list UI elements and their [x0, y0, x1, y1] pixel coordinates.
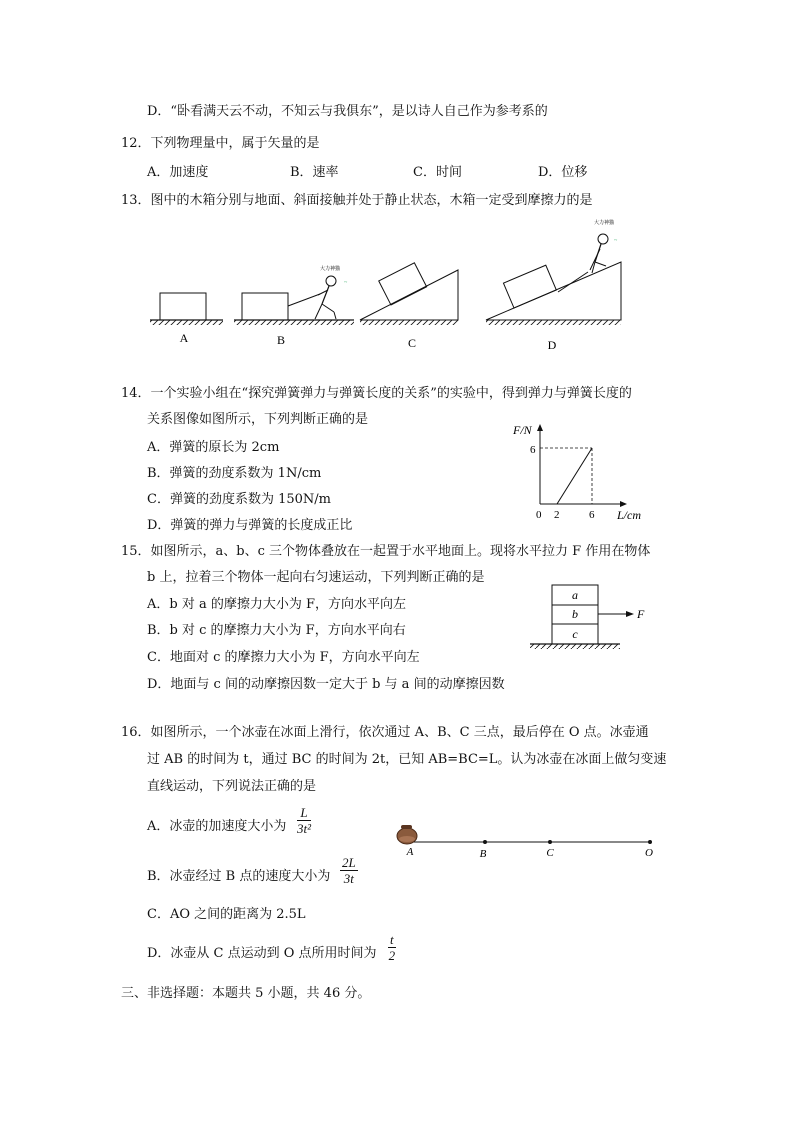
q16-figure — [393, 818, 668, 863]
q14-stem-1: 14．一个实验小组在“探究弹簧弹力与弹簧长度的关系”的实验中，得到弹力与弹簧长度的 — [121, 386, 632, 401]
q14-option-c: C．弹簧的劲度系数为 150N/m — [147, 492, 331, 507]
q16-b-numerator: 2L — [342, 855, 356, 870]
curling-stone-icon — [397, 825, 417, 844]
q14-graph-line — [557, 448, 592, 504]
q13-figure-b — [234, 265, 354, 325]
q13-figure — [140, 212, 640, 362]
q14-xlabel: L/cm — [617, 508, 641, 522]
q12-option-c: C．时间 — [413, 165, 462, 180]
q14-x-tick-6: 6 — [589, 509, 595, 521]
q12-option-d: D．位移 — [538, 165, 588, 180]
q12-option-b: B．速率 — [290, 165, 339, 180]
q14-ylabel: F/N — [513, 423, 532, 437]
q16-option-c: C．AO 之间的距离为 2.5L — [147, 907, 306, 922]
svg-text:~: ~ — [344, 280, 348, 286]
q14-option-d: D．弹簧的弹力与弹簧的长度成正比 — [147, 518, 353, 533]
q14-option-a: A．弹簧的原长为 2cm — [147, 440, 280, 455]
q13-sign-b: 大力神猫 — [319, 267, 341, 272]
q13-stem: 13．图中的木箱分别与地面、斜面接触并处于静止状态，木箱一定受到摩擦力的是 — [121, 193, 593, 208]
q16-stem-1: 16．如图所示，一个冰壶在冰面上滑行，依次通过 A、B、C 三点，最后停在 O 点。冰壶通 — [121, 725, 649, 740]
q14-graph — [505, 418, 655, 528]
q16-point-o: O — [645, 847, 653, 859]
q14-origin: 0 — [536, 509, 542, 521]
q16-option-d: D．冰壶从 C 点运动到 O 点所用时间为 — [147, 946, 377, 961]
q15-option-b: B．b 对 c 的摩擦力大小为 F，方向水平向右 — [147, 623, 406, 638]
q15-option-c: C．地面对 c 的摩擦力大小为 F，方向水平向左 — [147, 650, 420, 665]
q14-x-tick-2: 2 — [554, 509, 560, 521]
q15-block-a: a — [572, 588, 578, 602]
q16-option-a: A．冰壶的加速度大小为 — [147, 819, 287, 834]
q15-block-c: c — [572, 627, 578, 641]
q15-figure — [530, 582, 660, 662]
q16-option-b: B．冰壶经过 B 点的速度大小为 — [147, 869, 331, 884]
q16-b-denominator: 3t — [343, 871, 354, 886]
q15-option-a: A．b 对 a 的摩擦力大小为 F，方向水平向左 — [147, 597, 407, 612]
q13-label-b: B — [276, 333, 286, 347]
section-3-heading: 三、非选择题：本题共 5 小题，共 46 分。 — [121, 986, 371, 1001]
q13-sign-d: 大力神猫 — [593, 221, 615, 226]
q14-option-b: B．弹簧的劲度系数为 1N/cm — [147, 466, 322, 481]
q15-option-d: D．地面与 c 间的动摩擦因数一定大于 b 与 a 间的动摩擦因数 — [147, 677, 505, 692]
q13-figure-c — [360, 263, 458, 350]
q11-option-d: D．“卧看满天云不动，不知云与我俱东”，是以诗人自己作为参考系的 — [147, 104, 548, 119]
q16-option-d-fraction — [388, 932, 396, 963]
q16-point-a: A — [406, 846, 414, 858]
q13-label-d: D — [547, 338, 557, 352]
q14-stem-2: 关系图像如图所示，下列判断正确的是 — [147, 412, 369, 427]
q16-stem-2: 过 AB 的时间为 t，通过 BC 的时间为 2t，已知 AB=BC=L。认为冰壶在冰面上做匀变速 — [147, 752, 667, 767]
q15-force-label: F — [637, 607, 645, 621]
q16-a-numerator: L — [297, 805, 311, 821]
q16-d-denominator: 2 — [388, 948, 396, 963]
q12-option-a: A．加速度 — [147, 165, 209, 180]
q15-stem-1: 15．如图所示，a、b、c 三个物体叠放在一起置于水平地面上。现将水平拉力 F 作用在物体 — [121, 544, 651, 559]
q16-stem-3: 直线运动，下列说法正确的是 — [147, 779, 317, 794]
q16-point-b: B — [479, 848, 487, 860]
q16-option-b-fraction — [340, 855, 358, 886]
q16-option-a-fraction — [297, 805, 311, 836]
q16-a-denominator: 3t² — [297, 821, 312, 836]
q12-stem: 12．下列物理量中，属于矢量的是 — [121, 136, 320, 151]
q13-figure-a — [150, 293, 223, 345]
q16-d-numerator: t — [390, 932, 394, 947]
q13-label-a: A — [179, 331, 189, 345]
q13-figure-d — [486, 219, 621, 325]
q13-label-c: C — [407, 336, 417, 350]
q14-y-tick: 6 — [530, 444, 536, 456]
q15-stem-2: b 上，拉着三个物体一起向右匀速运动，下列判断正确的是 — [147, 570, 485, 585]
svg-text:~: ~ — [614, 238, 618, 244]
q16-point-c: C — [546, 847, 554, 859]
q15-force-arrow — [626, 611, 634, 617]
q15-block-b: b — [572, 607, 578, 621]
